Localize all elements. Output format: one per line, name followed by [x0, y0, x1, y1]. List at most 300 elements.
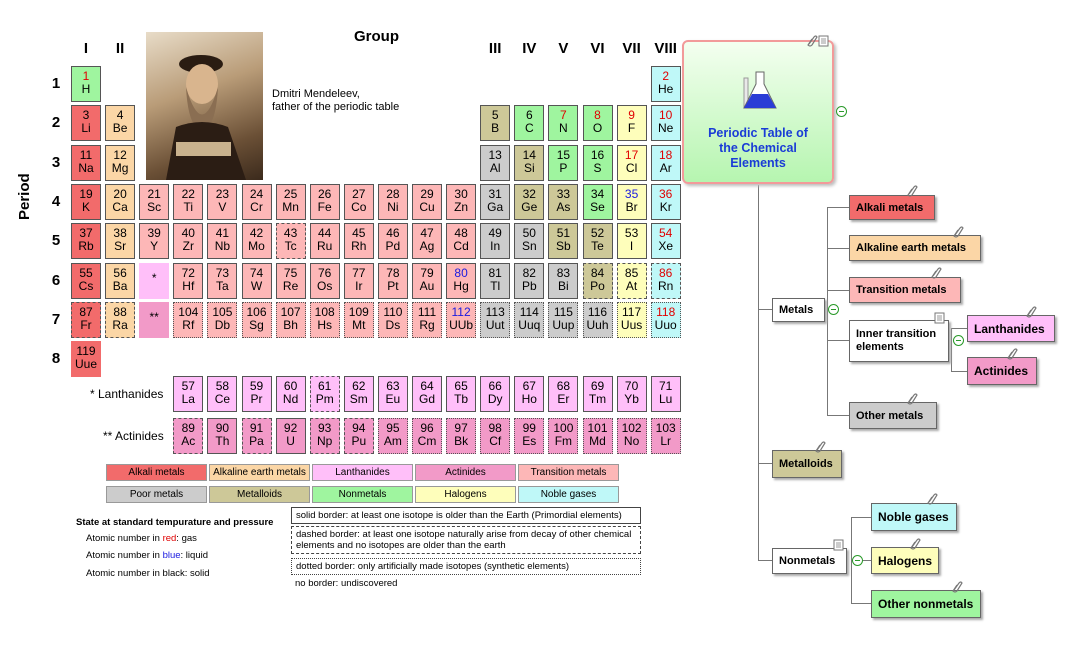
- element-cell-Y[interactable]: [139, 223, 169, 259]
- element-cell-Cu[interactable]: [412, 184, 442, 220]
- note-icon[interactable]: [934, 311, 946, 323]
- atomic-number: 85: [624, 265, 639, 280]
- element-cell-Uue[interactable]: [71, 341, 101, 377]
- atomic-number: 100: [553, 421, 574, 435]
- element-symbol: Rf: [182, 317, 195, 332]
- atomic-number: 102: [621, 421, 642, 435]
- element-symbol: At: [625, 278, 638, 293]
- atomic-number: 58: [215, 379, 230, 393]
- element-cell-Fe[interactable]: [310, 184, 340, 220]
- atomic-number: 112: [451, 304, 471, 319]
- element-cell-Sm[interactable]: [344, 376, 374, 412]
- element-symbol: Eu: [385, 392, 401, 406]
- element-cell-B[interactable]: [480, 105, 510, 141]
- node-halogens[interactable]: Halogens: [871, 547, 939, 574]
- element-symbol: Mo: [248, 239, 265, 254]
- node-alkali-metals[interactable]: Alkali metals: [849, 195, 935, 220]
- atomic-number: 101: [587, 421, 608, 435]
- element-symbol: C: [524, 121, 534, 136]
- element-cell-Ta[interactable]: [207, 263, 237, 299]
- atomic-number: 37: [79, 226, 93, 241]
- legend-metalloid: Metalloids: [209, 486, 310, 503]
- element-symbol: Zn: [454, 199, 469, 214]
- element-cell-Lr[interactable]: [651, 418, 681, 454]
- group-header-VIII: VIII: [654, 40, 677, 57]
- element-symbol: Sn: [521, 239, 537, 254]
- element-cell-Be[interactable]: [105, 105, 135, 141]
- atomic-number: 107: [280, 304, 301, 319]
- atomic-number: 10: [659, 108, 673, 123]
- element-cell-Mo[interactable]: [242, 223, 272, 259]
- element-cell-N[interactable]: [548, 105, 578, 141]
- element-cell-O[interactable]: [583, 105, 613, 141]
- element-cell-Cf[interactable]: [480, 418, 510, 454]
- element-cell-Pt[interactable]: [378, 263, 408, 299]
- element-cell-Rg[interactable]: [412, 302, 442, 338]
- element-cell-Bi[interactable]: [548, 263, 578, 299]
- atomic-number: 106: [246, 304, 267, 319]
- element-symbol: Uuo: [654, 317, 677, 332]
- element-cell-Ga[interactable]: [480, 184, 510, 220]
- element-symbol: Co: [351, 199, 367, 214]
- element-cell-Hg[interactable]: [446, 263, 476, 299]
- element-symbol: Ag: [419, 239, 435, 254]
- mindmap-root[interactable]: [682, 40, 834, 184]
- group-title: Group: [354, 28, 399, 45]
- element-cell-Kr[interactable]: [651, 184, 681, 220]
- element-cell-Na[interactable]: [71, 145, 101, 181]
- node-other-nonmetals[interactable]: Other nonmetals: [871, 590, 981, 618]
- element-cell-In[interactable]: [480, 223, 510, 259]
- flask-icon: [740, 68, 780, 112]
- paperclip-icon[interactable]: [906, 184, 918, 196]
- atomic-number: 29: [420, 186, 434, 201]
- element-cell-La[interactable]: [173, 376, 203, 412]
- node-metalloids[interactable]: Metalloids: [772, 450, 842, 478]
- element-symbol: Fm: [554, 434, 573, 448]
- element-symbol: Se: [590, 199, 605, 214]
- element-cell-Re[interactable]: [276, 263, 306, 299]
- paperclip-icon[interactable]: [952, 225, 964, 237]
- atomic-number: 80: [454, 265, 468, 280]
- element-cell-Au[interactable]: [412, 263, 442, 299]
- element-cell-S[interactable]: [583, 145, 613, 181]
- element-symbol: Cs: [78, 278, 94, 293]
- element-symbol: Hf: [182, 278, 195, 293]
- atomic-number: 25: [283, 186, 298, 201]
- element-cell-Ir[interactable]: [344, 263, 374, 299]
- paperclip-icon[interactable]: [1006, 347, 1018, 359]
- element-symbol: Uus: [620, 317, 643, 332]
- element-cell-As[interactable]: [548, 184, 578, 220]
- element-cell-Uut[interactable]: [480, 302, 510, 338]
- element-symbol: Ds: [385, 317, 401, 332]
- atomic-number: 98: [488, 421, 502, 435]
- element-cell-Sc[interactable]: [139, 184, 169, 220]
- element-cell-Ra[interactable]: [105, 302, 135, 338]
- atomic-number: 115: [553, 304, 573, 319]
- atomic-number: 33: [556, 186, 571, 201]
- element-cell-Si[interactable]: [514, 145, 544, 181]
- atomic-number: 103: [655, 421, 676, 435]
- element-cell-P[interactable]: [548, 145, 578, 181]
- element-cell-Ho[interactable]: [514, 376, 544, 412]
- element-cell-Ge[interactable]: [514, 184, 544, 220]
- paperclip-icon[interactable]: [814, 440, 826, 452]
- element-cell-Mt[interactable]: [344, 302, 374, 338]
- group-header-VII: VII: [622, 40, 641, 57]
- element-symbol: Np: [317, 434, 333, 448]
- element-cell-Sg[interactable]: [242, 302, 272, 338]
- atomic-number: 113: [485, 304, 505, 319]
- element-symbol: Gd: [418, 392, 435, 406]
- element-cell-Er[interactable]: [548, 376, 578, 412]
- element-cell-At[interactable]: [617, 263, 647, 299]
- element-cell-Rf[interactable]: [173, 302, 203, 338]
- paperclip-icon[interactable]: [951, 580, 963, 592]
- atomic-number: 24: [249, 186, 264, 201]
- element-cell-C[interactable]: [514, 105, 544, 141]
- atomic-number: 41: [215, 226, 230, 241]
- element-symbol: Hs: [317, 317, 333, 332]
- element-symbol: Os: [317, 278, 333, 293]
- element-cell-Xe[interactable]: [651, 223, 681, 259]
- element-cell-Uuo[interactable]: [651, 302, 681, 338]
- atomic-number: 104: [178, 304, 199, 319]
- element-cell-Ag[interactable]: [412, 223, 442, 259]
- element-cell-Po[interactable]: [583, 263, 613, 299]
- atomic-number: 79: [420, 265, 434, 280]
- element-cell-Te[interactable]: [583, 223, 613, 259]
- element-symbol: Sg: [249, 317, 264, 332]
- element-cell-I[interactable]: [617, 223, 647, 259]
- element-cell-Uuq[interactable]: [514, 302, 544, 338]
- element-cell-Cr[interactable]: [242, 184, 272, 220]
- note-icon[interactable]: [833, 538, 845, 550]
- element-cell-He[interactable]: [651, 66, 681, 102]
- atomic-number: 114: [519, 304, 539, 319]
- state-gas: Atomic number in red: gas: [86, 533, 197, 544]
- legend-actinide: Actinides: [415, 464, 516, 481]
- atomic-number: 44: [318, 226, 332, 241]
- atomic-number: 46: [386, 226, 400, 241]
- atomic-number: 86: [659, 265, 673, 280]
- element-cell-Nb[interactable]: [207, 223, 237, 259]
- element-symbol: B: [491, 121, 500, 136]
- element-cell-Hf[interactable]: [173, 263, 203, 299]
- element-symbol: He: [658, 82, 674, 96]
- element-symbol: W: [250, 278, 263, 293]
- paperclip-icon[interactable]: [806, 34, 818, 46]
- inner-collapse-toggle[interactable]: [953, 335, 964, 346]
- element-symbol: Ac: [181, 434, 196, 448]
- element-cell-Mn[interactable]: [276, 184, 306, 220]
- element-symbol: Ga: [487, 199, 504, 214]
- element-cell-Ni[interactable]: [378, 184, 408, 220]
- atomic-number: 118: [656, 304, 676, 319]
- element-symbol: Uuh: [586, 317, 609, 332]
- element-cell-Ba[interactable]: [105, 263, 135, 299]
- legend-transition: Transition metals: [518, 464, 619, 481]
- atomic-number: 69: [590, 379, 605, 393]
- element-cell-Fr[interactable]: [71, 302, 101, 338]
- atomic-number: 40: [181, 226, 195, 241]
- element-cell-Uus[interactable]: [617, 302, 647, 338]
- element-cell-Md[interactable]: [583, 418, 613, 454]
- node-alkaline-earth-metals[interactable]: Alkaline earth metals: [849, 235, 981, 261]
- element-cell-Ac[interactable]: [173, 418, 203, 454]
- atomic-number: 81: [488, 265, 502, 280]
- atomic-number: 53: [624, 226, 639, 241]
- element-cell-Uuh[interactable]: [583, 302, 613, 338]
- paperclip-icon[interactable]: [930, 266, 942, 278]
- element-symbol: In: [490, 239, 501, 254]
- element-cell-Tl[interactable]: [480, 263, 510, 299]
- root-collapse-toggle[interactable]: [836, 106, 847, 117]
- element-cell-Zr[interactable]: [173, 223, 203, 259]
- element-symbol: Ar: [659, 160, 672, 175]
- element-cell-Bh[interactable]: [276, 302, 306, 338]
- element-cell-Es[interactable]: [514, 418, 544, 454]
- element-cell-Se[interactable]: [583, 184, 613, 220]
- lanthanides-label: * Lanthanides: [90, 387, 164, 401]
- element-symbol: Nb: [214, 239, 231, 254]
- atomic-number: 83: [556, 265, 571, 280]
- element-cell-Ti[interactable]: [173, 184, 203, 220]
- element-cell-Sn[interactable]: [514, 223, 544, 259]
- note-dashed-border: dashed border: at least one isotope naturally arise from decay of other chemical elements and no isotopes are older than the earth: [291, 526, 641, 554]
- element-cell-Rb[interactable]: [71, 223, 101, 259]
- element-symbol: Mn: [282, 199, 299, 214]
- element-symbol: Br: [625, 199, 638, 214]
- atomic-number: 73: [215, 265, 230, 280]
- element-symbol: Rh: [351, 239, 367, 254]
- atomic-number: 51: [556, 226, 571, 241]
- element-symbol: Re: [282, 278, 299, 293]
- element-cell-Li[interactable]: [71, 105, 101, 141]
- element-symbol: U: [286, 434, 295, 448]
- element-symbol: Ho: [521, 392, 537, 406]
- element-cell-Lu[interactable]: [651, 376, 681, 412]
- element-cell-No[interactable]: [617, 418, 647, 454]
- paperclip-icon[interactable]: [909, 537, 921, 549]
- note-icon[interactable]: [818, 34, 830, 46]
- element-cell-Gd[interactable]: [412, 376, 442, 412]
- atomic-number: 35: [624, 186, 639, 201]
- period-header-5: 5: [51, 232, 61, 250]
- node-lanthanides[interactable]: Lanthanides: [967, 315, 1055, 342]
- element-cell-Dy[interactable]: [480, 376, 510, 412]
- atomic-number: 11: [79, 147, 93, 162]
- element-symbol: Rn: [658, 278, 674, 293]
- atomic-number: 36: [659, 186, 673, 201]
- element-cell-Pm[interactable]: [310, 376, 340, 412]
- element-cell-Th[interactable]: [207, 418, 237, 454]
- element-cell-Cs[interactable]: [71, 263, 101, 299]
- element-cell-W[interactable]: [242, 263, 272, 299]
- atomic-number: 22: [181, 186, 195, 201]
- node-actinides[interactable]: Actinides: [967, 357, 1037, 385]
- element-cell-Ar[interactable]: [651, 145, 681, 181]
- element-cell-Ne[interactable]: [651, 105, 681, 141]
- element-cell-Fm[interactable]: [548, 418, 578, 454]
- element-cell-Ce[interactable]: [207, 376, 237, 412]
- element-symbol: Ne: [658, 121, 674, 136]
- element-cell-Tm[interactable]: [583, 376, 613, 412]
- element-symbol: Cu: [419, 199, 435, 214]
- atomic-number: 105: [212, 304, 233, 319]
- actinides-label: ** Actinides: [103, 429, 164, 443]
- paperclip-icon[interactable]: [926, 492, 938, 504]
- element-symbol: Rb: [78, 239, 94, 254]
- atomic-number: 82: [522, 265, 536, 280]
- period-header-7: 7: [51, 310, 61, 328]
- element-symbol: Mg: [111, 160, 129, 175]
- element-symbol: Mt: [352, 317, 366, 332]
- group-header-V: V: [558, 40, 569, 57]
- atomic-number: 65: [454, 379, 468, 393]
- atomic-number: 77: [352, 265, 366, 280]
- atomic-number: 26: [318, 186, 332, 201]
- node-noble-gases[interactable]: Noble gases: [871, 503, 957, 531]
- element-symbol: H: [81, 82, 91, 96]
- nonmetals-collapse-toggle[interactable]: [852, 555, 863, 566]
- element-cell-Pu[interactable]: [344, 418, 374, 454]
- root-label: Periodic Table of the Chemical Elements: [708, 126, 808, 170]
- note-no-border: no border: undiscovered: [295, 578, 398, 589]
- element-cell-Tc[interactable]: [276, 223, 306, 259]
- element-cell-UUb[interactable]: [446, 302, 476, 338]
- atomic-number: 14: [522, 147, 536, 162]
- atomic-number: 3: [82, 108, 90, 123]
- node-other-metals[interactable]: Other metals: [849, 402, 937, 429]
- placeholder-lanthanide: *: [139, 263, 169, 299]
- legend-noble: Noble gases: [518, 486, 619, 503]
- atomic-number: 64: [420, 379, 434, 393]
- element-cell-Zn[interactable]: [446, 184, 476, 220]
- element-symbol: Sm: [349, 392, 368, 406]
- element-symbol: I: [629, 239, 634, 254]
- atomic-number: 52: [590, 226, 605, 241]
- element-symbol: Sr: [114, 239, 127, 254]
- element-cell-Co[interactable]: [344, 184, 374, 220]
- element-symbol: Ca: [112, 199, 128, 214]
- atomic-number: 13: [488, 147, 502, 162]
- atomic-number: 49: [488, 226, 502, 241]
- element-cell-Ca[interactable]: [105, 184, 135, 220]
- group-header-I: I: [83, 40, 89, 57]
- atomic-number: 92: [283, 421, 298, 435]
- node-metals[interactable]: Metals: [772, 298, 825, 322]
- group-header-IV: IV: [522, 40, 537, 57]
- element-symbol: Ru: [317, 239, 333, 254]
- portrait-caption-1: Dmitri Mendeleev,: [272, 88, 360, 100]
- element-cell-Nd[interactable]: [276, 376, 306, 412]
- paperclip-icon[interactable]: [906, 392, 918, 404]
- element-symbol: O: [592, 121, 603, 136]
- element-cell-Sr[interactable]: [105, 223, 135, 259]
- legend-halogen: Halogens: [415, 486, 516, 503]
- element-cell-Pd[interactable]: [378, 223, 408, 259]
- atomic-number: 28: [386, 186, 400, 201]
- element-cell-Mg[interactable]: [105, 145, 135, 181]
- atomic-number: 89: [181, 421, 195, 435]
- element-cell-H[interactable]: [71, 66, 101, 102]
- element-cell-Os[interactable]: [310, 263, 340, 299]
- atomic-number: 43: [283, 226, 298, 241]
- element-cell-Pa[interactable]: [242, 418, 272, 454]
- element-cell-Ru[interactable]: [310, 223, 340, 259]
- element-cell-Al[interactable]: [480, 145, 510, 181]
- element-cell-Bk[interactable]: [446, 418, 476, 454]
- node-transition-metals[interactable]: Transition metals: [849, 277, 961, 303]
- atomic-number: 91: [249, 421, 264, 435]
- element-symbol: Md: [589, 434, 606, 448]
- atomic-number: 50: [522, 226, 536, 241]
- element-cell-Br[interactable]: [617, 184, 647, 220]
- element-cell-Uup[interactable]: [548, 302, 578, 338]
- element-cell-Db[interactable]: [207, 302, 237, 338]
- note-dotted-border: dotted border: only artificially made isotopes (synthetic elements): [291, 558, 641, 575]
- atomic-number: 96: [420, 421, 434, 435]
- element-symbol: Dy: [487, 392, 503, 406]
- element-cell-Rh[interactable]: [344, 223, 374, 259]
- element-cell-Sb[interactable]: [548, 223, 578, 259]
- metals-collapse-toggle[interactable]: [828, 304, 839, 315]
- legend-lanthanide: Lanthanides: [312, 464, 413, 481]
- element-cell-Pr[interactable]: [242, 376, 272, 412]
- paperclip-icon[interactable]: [1025, 305, 1037, 317]
- period-header-4: 4: [51, 192, 61, 210]
- node-inner-transition[interactable]: [849, 320, 949, 362]
- element-symbol: Cl: [625, 160, 638, 175]
- element-cell-Cd[interactable]: [446, 223, 476, 259]
- element-symbol: Bk: [454, 434, 469, 448]
- element-cell-Pb[interactable]: [514, 263, 544, 299]
- atomic-number: 99: [522, 421, 536, 435]
- atomic-number: 66: [488, 379, 502, 393]
- atomic-number: 32: [522, 186, 536, 201]
- element-cell-K[interactable]: [71, 184, 101, 220]
- node-nonmetals[interactable]: Nonmetals: [772, 548, 847, 574]
- atomic-number: 6: [525, 108, 533, 123]
- element-cell-Np[interactable]: [310, 418, 340, 454]
- mendeleev-portrait: [146, 32, 263, 180]
- element-cell-U[interactable]: [276, 418, 306, 454]
- element-symbol: Fr: [80, 317, 92, 332]
- element-cell-Cl[interactable]: [617, 145, 647, 181]
- element-cell-Rn[interactable]: [651, 263, 681, 299]
- element-symbol: Ce: [214, 392, 231, 406]
- element-symbol: Si: [523, 160, 535, 175]
- element-symbol: N: [559, 121, 568, 136]
- element-cell-Cm[interactable]: [412, 418, 442, 454]
- atomic-number: 7: [560, 108, 567, 123]
- element-symbol: Th: [215, 434, 230, 448]
- element-cell-Eu[interactable]: [378, 376, 408, 412]
- element-cell-Tb[interactable]: [446, 376, 476, 412]
- element-cell-Ds[interactable]: [378, 302, 408, 338]
- atomic-number: 88: [113, 304, 127, 319]
- element-cell-F[interactable]: [617, 105, 647, 141]
- atomic-number: 119: [76, 344, 96, 359]
- period-header-2: 2: [51, 114, 61, 132]
- element-cell-Am[interactable]: [378, 418, 408, 454]
- period-header-6: 6: [51, 271, 61, 289]
- element-cell-Yb[interactable]: [617, 376, 647, 412]
- element-cell-Hs[interactable]: [310, 302, 340, 338]
- element-cell-V[interactable]: [207, 184, 237, 220]
